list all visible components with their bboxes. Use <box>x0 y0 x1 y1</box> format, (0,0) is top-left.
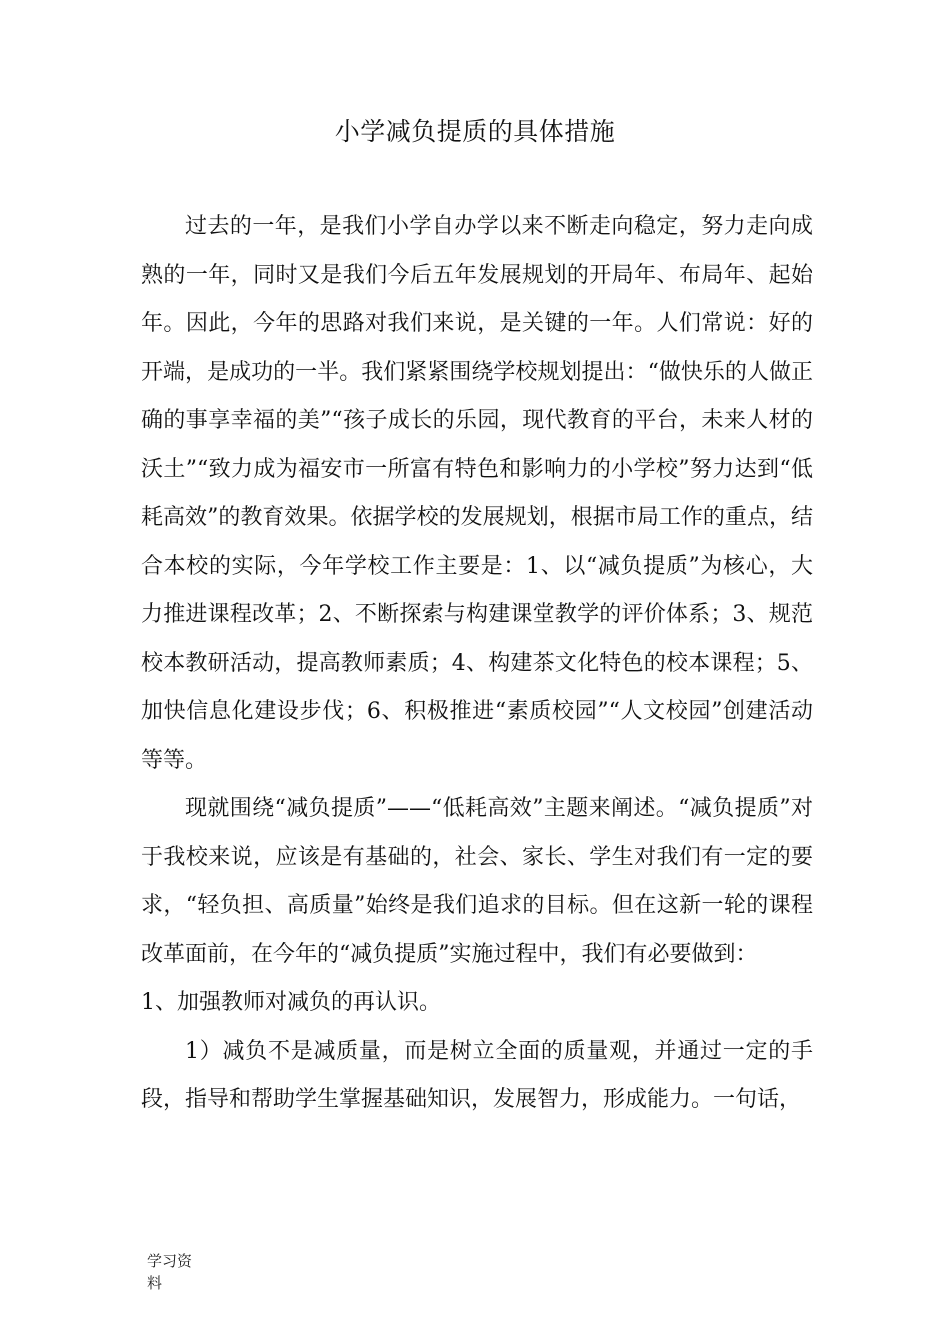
section-heading: 1、加强教师对减负的再认识。 <box>141 990 441 1015</box>
footer-note <box>147 1250 227 1294</box>
footer-note-line-2: 料 <box>147 1274 163 1292</box>
paragraph-theme: 现就围绕“减负提质”——“低耗高效”主题来阐述。“减负提质”对于我校来说，应该是有基础的，社会、家长、学生对我们有一定的要求，“轻负担、高质量”始终是我们追求的目标。但在这新一轮的课程改革面前，在今年的“减负提质”实施过程中，我们有必要做到： <box>141 796 813 967</box>
paragraph-intro: 过去的一年，是我们小学自办学以来不断走向稳定，努力走向成熟的一年，同时又是我们今后五年发展规划的开局年、布局年、起始年。因此，今年的思路对我们来说，是关键的一年。人们常说：好的开端，是成功的一半。我们紧紧围绕学校规划提出：“做快乐的人做正确的事享幸福的美”“孩子成长的乐园，现代教育的平台，未来人材的沃土”“致力成为福安市一所富有特色和影响力的小学校”努力达到“低耗高效”的教育效果。依据学校的发展规划，根据市局工作的重点，结合本校的实际，今年学校工作主要是：1、以“减负提质”为核心，大力推进课程改革；2、不断探索与构建课堂教学的评价体系；3、规范校本教研活动，提高教师素质；4、构建茶文化特色的校本课程；5、加快信息化建设步伐；6、积极推进“素质校园”“人文校园”创建活动等等。 <box>141 214 813 773</box>
footer-note-line-1: 学习资 <box>147 1252 193 1270</box>
document-title: 小学减负提质的具体措施 <box>334 117 616 146</box>
sub-item-1: 1）减负不是减质量，而是树立全面的质量观，并通过一定的手段，指导和帮助学生掌握基础知识，发展智力，形成能力。一句话， <box>141 1038 813 1112</box>
document-body <box>141 203 813 1125</box>
